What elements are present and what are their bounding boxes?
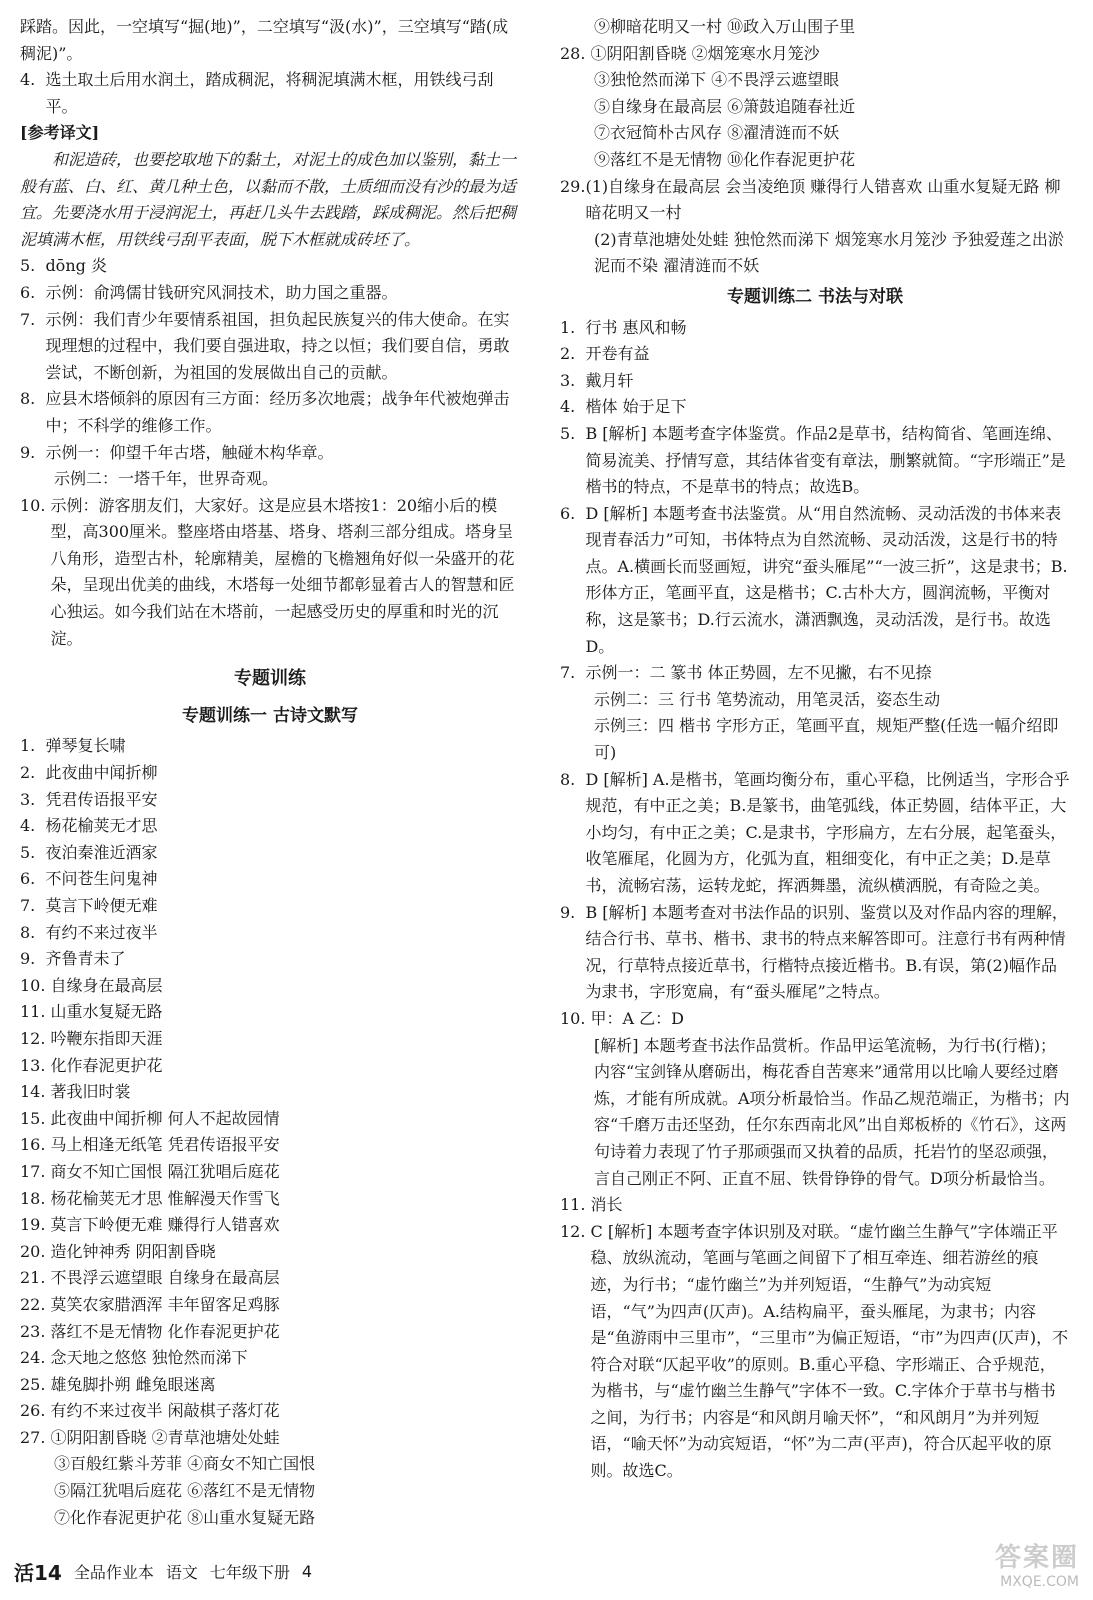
item-text: 雄兔脚扑朔 雌兔眼迷离	[50, 1374, 216, 1394]
item-number: 25.	[20, 1374, 51, 1394]
item-number: 12.	[20, 1028, 51, 1048]
item-text: 此夜曲中闻折柳 何人不起故园情	[50, 1108, 280, 1128]
item-text: 落红不是无情物 化作春泥更护花	[50, 1321, 280, 1341]
item-number: 2.	[560, 344, 586, 364]
item-number: 10.	[560, 1008, 591, 1028]
item-text: D [解析] 本题考查书法鉴赏。从“用自然流畅、灵动活泼的书体来表现青春活力”可知，书体特点为自然流畅、灵动活泼，这是行书的特点。A.横画长而竖画短，讲究“蚕头雁尾”“一波三折”，这是隶书；B.形体方正，笔画平直，这是楷书；C.古朴大方，圆润流畅，平衡对称，这是篆书；D.行云流水，潇洒飘逸，灵动活泼，是行书。故选D。	[585, 503, 1068, 656]
section-heading: 专题训练二 书法与对联	[727, 286, 903, 307]
item-text: dōng 炎	[45, 256, 107, 276]
item-number: 6.	[20, 869, 46, 889]
item-number: 10.	[20, 495, 51, 515]
item-number: 8.	[560, 769, 586, 789]
watermark-url: MXQE.COM	[1000, 1574, 1079, 1590]
series-name: 全品作业本	[73, 1563, 154, 1582]
item-text: 示例：我们青少年要情系祖国，担负起民族复兴的伟大使命。在实现理想的过程中，我们要自强进取，持之以恒；我们要自信，勇敢尝试，不断创新，为祖国的发展做出自己的贡献。	[45, 309, 510, 382]
answer-item	[20, 440, 520, 467]
answer-item	[20, 1398, 520, 1425]
answer-item	[560, 368, 1070, 395]
item-text: B [解析] 本题考查字体鉴赏。作品2是草书，结构简省、笔画连绵、简易流美、抒情写意，其结体省变有章法，删繁就简。“字形端正”是楷书的特点，不是草书的特点；故选B。	[585, 423, 1066, 497]
answer-item	[20, 67, 520, 120]
answer-subline: ③百般红紫斗芳菲 ④商女不知亡国恨	[54, 1454, 316, 1474]
item-text: 杨花榆荚无才思 惟解漫天作雪飞	[50, 1188, 280, 1208]
item-text: 自缘身在最高层	[50, 975, 163, 995]
item-text: 有约不来过夜半	[45, 922, 158, 942]
answer-continuation: [解析] 本题考查书法作品赏析。作品甲运笔流畅，为行书(行楷)；内容“宝剑锋从磨砺出，梅花香自苦寒来”通常用以比喻人要经过磨炼，才能有所成就。A项分析最恰当。作品乙规范端正，为楷书；内容“千磨万击还坚劲，任尔东西南北风”出自郑板桥的《竹石》，这两句诗着力表现了竹子那顽强而又执着的品质，托岩竹的坚忍顽强，言自己刚正不阿、正直不屈、铁骨铮铮的骨气。D项分析最恰当。	[594, 1035, 1070, 1188]
answer-item	[20, 1372, 520, 1399]
left-column	[20, 14, 520, 1531]
answer-item	[20, 760, 520, 787]
item-number: 6.	[20, 282, 46, 302]
answer-item	[20, 1106, 520, 1133]
section-heading: 专题训练一 古诗文默写	[182, 705, 358, 726]
answer-item	[20, 866, 520, 893]
item-text: 开卷有益	[585, 344, 650, 364]
item-number: 21.	[20, 1268, 51, 1288]
item-number: 17.	[20, 1161, 51, 1181]
answer-item	[560, 767, 1070, 900]
answer-item	[20, 386, 520, 439]
item-text: 夜泊秦淮近酒家	[45, 842, 158, 862]
volume-number: 4	[301, 1562, 313, 1581]
item-text: 楷体 始于足下	[585, 397, 687, 417]
answer-item	[560, 1192, 1070, 1219]
item-number: 13.	[20, 1055, 51, 1075]
page-footer	[14, 1557, 312, 1586]
item-number: 5.	[20, 842, 46, 862]
item-number: 12.	[560, 1221, 591, 1241]
item-number: 3.	[20, 789, 46, 809]
answer-continuation: 示例三：四 楷书 字形方正，笔画平直，规矩严整(任选一幅介绍即可)	[594, 716, 1059, 763]
item-number: 9.	[20, 442, 46, 462]
answer-item	[560, 660, 1070, 687]
item-text: 甲：A 乙：D	[590, 1008, 685, 1028]
answer-item	[20, 253, 520, 280]
item-number: 1.	[20, 736, 46, 756]
answer-continuation: (2)青草池塘处处蛙 独怆然而涕下 烟笼寒水月笼沙 予独爱莲之出淤泥而不染 濯清涟而不妖	[594, 229, 1064, 276]
item-text: 选土取土后用水润土，踏成稠泥，将稠泥填满木框，用铁线弓刮平。	[45, 70, 494, 116]
answer-subline: ⑦衣冠简朴古风存 ⑧濯清涟而不妖	[594, 123, 840, 143]
item-number: 19.	[20, 1215, 51, 1235]
item-number: 4.	[560, 397, 586, 417]
answer-item	[20, 1026, 520, 1053]
item-number: 7.	[20, 309, 46, 329]
answer-subline: ⑨落红不是无情物 ⑩化作春泥更护花	[594, 149, 856, 169]
answer-item	[560, 315, 1070, 342]
item-text: 莫言下岭便无难	[45, 896, 158, 915]
reference-translation: 和泥造砖，也要挖取地下的黏土，对泥土的成色加以鉴别，黏土一般有蓝、白、红、黄几种土色，以黏而不散，土质细而没有沙的最为适宜。先要浇水用于浸润泥土，再赶几头牛去践踏，踩成稠泥。然后把稠泥填满木框，用铁线弓刮平表面，脱下木框就成砖坯了。	[20, 149, 517, 249]
answer-item	[560, 174, 1070, 227]
answer-item	[20, 1079, 520, 1106]
item-number: 11.	[560, 1195, 591, 1215]
item-number: 22.	[20, 1294, 51, 1314]
answer-item	[20, 1132, 520, 1159]
item-number: 11.	[20, 1002, 51, 1022]
answer-item	[20, 1053, 520, 1080]
item-number: 3.	[560, 370, 586, 390]
item-text: 示例一：二 篆书 体正势圆，左不见撇，右不见捺	[585, 663, 932, 683]
item-text: 杨花榆荚无才思	[45, 816, 158, 836]
item-text: 念天地之悠悠 独怆然而涕下	[50, 1348, 248, 1368]
item-text: 化作春泥更护花	[50, 1055, 163, 1075]
watermark	[995, 1537, 1079, 1590]
item-text: 行书 惠风和畅	[585, 317, 687, 337]
answer-item	[20, 999, 520, 1026]
answer-item	[20, 1212, 520, 1239]
answer-subline: ⑤隔江犹唱后庭花 ⑥落红不是无情物	[54, 1481, 316, 1501]
item-text: 此夜曲中闻折柳	[45, 763, 158, 783]
chapter-heading: 专题训练	[234, 668, 306, 690]
item-text: ①阴阳割昏晓 ②青草池塘处处蛙	[50, 1427, 280, 1447]
item-text: 山重水复疑无路	[50, 1002, 163, 1022]
answer-item	[560, 421, 1070, 501]
answer-item	[20, 1425, 520, 1452]
answer-item	[20, 1186, 520, 1213]
watermark-logo: 答案圈	[994, 1543, 1079, 1573]
item-text: 著我旧时裳	[50, 1082, 131, 1102]
answer-subline: ⑤自缘身在最高层 ⑥箫鼓追随春社近	[594, 96, 856, 116]
answer-item	[20, 307, 520, 387]
item-text: 示例一：仰望千年古塔，触碰木构华章。	[45, 442, 334, 462]
item-number: 20.	[20, 1241, 51, 1261]
answer-item	[20, 733, 520, 760]
item-number: 29.	[560, 176, 586, 196]
answer-item	[20, 787, 520, 814]
answer-item	[20, 1345, 520, 1372]
answer-item	[560, 501, 1070, 661]
item-number: 7.	[560, 663, 586, 683]
page-number: 活14	[14, 1561, 62, 1585]
answer-item	[20, 280, 520, 307]
item-text: 吟鞭东指即天涯	[50, 1028, 163, 1048]
item-number: 1.	[560, 317, 586, 337]
grade: 七年级下册	[209, 1563, 290, 1582]
item-text: 不畏浮云遮望眼 自缘身在最高层	[50, 1268, 280, 1288]
item-number: 2.	[20, 763, 46, 783]
item-number: 4.	[20, 816, 46, 836]
item-text: 应县木塔倾斜的原因有三方面：经历多次地震；战争年代被炮弹击中；不科学的维修工作。	[45, 389, 510, 435]
answer-item	[20, 973, 520, 1000]
item-number: 5.	[20, 256, 46, 276]
item-number: 14.	[20, 1082, 51, 1102]
answer-item	[20, 946, 520, 973]
answer-item	[560, 1006, 1070, 1033]
item-number: 16.	[20, 1135, 51, 1155]
answer-item	[20, 920, 520, 947]
subject: 语文	[165, 1563, 198, 1582]
item-number: 10.	[20, 975, 51, 995]
answer-item	[560, 341, 1070, 368]
answer-item	[20, 1265, 520, 1292]
item-number: 9.	[20, 949, 46, 969]
item-text: 齐鲁青未了	[45, 949, 126, 969]
item-number: 5.	[560, 423, 586, 443]
answer-item	[20, 493, 520, 653]
item-text: 商女不知亡国恨 隔江犹唱后庭花	[50, 1161, 280, 1181]
right-column	[560, 14, 1070, 1485]
answer-item	[20, 840, 520, 867]
item-text: (1)自缘身在最高层 会当凌绝顶 赚得行人错喜欢 山重水复疑无路 柳暗花明又一村	[585, 176, 1061, 223]
answer-continuation: 示例二：一塔千年，世界奇观。	[54, 469, 279, 489]
item-text: 凭君传语报平安	[45, 789, 158, 809]
answer-continuation: 示例二：三 行书 笔势流动，用笔灵活，姿态生动	[594, 689, 941, 709]
answer-item	[20, 813, 520, 840]
item-text: D [解析] A.是楷书，笔画均衡分布，重心平稳，比例适当，字形合乎规范，有中正之美；B.是篆书，曲笔弧线，体正势圆，结体平正，大小均匀，有中正之美；C.是隶书，字形扁方，左右分展，起笔蚕头，收笔雁尾，化圆为方，化弧为直，粗细变化，有中正之美；D.是草书，流畅宕荡，运转龙蛇，挥洒舞墨，流纵横洒脱，有奇险之美。	[585, 769, 1070, 895]
answer-item	[20, 893, 520, 920]
item-text: B [解析] 本题考查对书法作品的识别、鉴赏以及对作品内容的理解，结合行书、草书、楷书、隶书的特点来解答即可。注意行书有两种情况，行草特点接近草书，行楷特点接近楷书。B.有误，第(2)幅作品为隶书，字形宽扁，有“蚕头雁尾”之特点。	[585, 902, 1068, 1002]
item-number: 24.	[20, 1348, 51, 1368]
item-number: 4.	[20, 70, 46, 90]
item-number: 8.	[20, 389, 46, 409]
item-number: 8.	[20, 922, 46, 942]
item-number: 6.	[560, 503, 586, 523]
item-text: 造化钟神秀 阴阳割昏晓	[50, 1241, 216, 1261]
item-text: 不问苍生问鬼神	[45, 869, 158, 889]
answer-item	[20, 1159, 520, 1186]
answer-subline: ⑨柳暗花明又一村 ⑩政入万山围子里	[594, 17, 856, 36]
answer-item	[560, 394, 1070, 421]
answer-item	[20, 1319, 520, 1346]
item-number: 28.	[560, 43, 591, 63]
item-number: 15.	[20, 1108, 51, 1128]
item-text: 示例：俞鸿儒甘钱研究风洞技术，助力国之重器。	[45, 282, 398, 302]
item-number: 27.	[20, 1427, 51, 1447]
answer-item	[560, 900, 1070, 1006]
answer-item	[560, 1219, 1070, 1485]
item-text: 示例：游客朋友们，大家好。这是应县木塔按1：20缩小后的模型，高300厘米。整座塔由塔基、塔身、塔刹三部分组成。塔身呈八角形，造型古朴，轮廓精美，屋檐的飞檐翘角好似一朵盛开的花朵，呈现出优美的曲线，木塔每一处细节都彰显着古人的智慧和匠心独运。如今我们站在木塔前，一起感受历史的厚重和时光的沉淀。	[50, 495, 515, 648]
answer-item	[20, 1292, 520, 1319]
item-text: 莫笑农家腊酒浑 丰年留客足鸡豚	[50, 1294, 280, 1314]
answer-item	[560, 41, 1070, 68]
section-tag: [参考译文]	[20, 123, 100, 143]
item-text: ①阴阳割昏晓 ②烟笼寒水月笼沙	[590, 43, 820, 63]
item-text: 弹琴复长啸	[45, 736, 126, 756]
item-number: 26.	[20, 1401, 51, 1421]
paragraph: 踩踏。因此，一空填写“掘(地)”，二空填写“汲(水)”，三空填写“踏(成稠泥)”。	[20, 17, 509, 63]
answer-item	[20, 1239, 520, 1266]
item-number: 7.	[20, 896, 46, 915]
answer-subline: ③独怆然而涕下 ④不畏浮云遮望眼	[594, 70, 840, 90]
item-text: 马上相逢无纸笔 凭君传语报平安	[50, 1135, 280, 1155]
item-text: 莫言下岭便无难 赚得行人错喜欢	[50, 1215, 280, 1235]
item-text: C [解析] 本题考查字体识别及对联。“虚竹幽兰生静气”字体端正平稳、放纵流动，笔画与笔画之间留下了相互牵连、细若游丝的痕迹，为行书；“虚竹幽兰”为并列短语，“生静气”为动宾短语，“气”为四声(仄声)。A.结构扁平，蚕头雁尾，为隶书；内容是“鱼游雨中三里市”，“三里市”为偏正短语，“市”为四声(仄声)，不符合对联“仄起平收”的原则。B.重心平稳、字形端正、合乎规范，为楷书，与“虚竹幽兰生静气”字体不一致。C.字体介于草书与楷书之间，为行书；内容是“和风朗月喻天怀”，“和风朗月”为并列短语，“喻天怀”为动宾短语，“怀”为二声(平声)，符合仄起平收的原则。故选C。	[590, 1221, 1069, 1481]
item-number: 18.	[20, 1188, 51, 1208]
item-text: 消长	[590, 1195, 623, 1215]
item-text: 有约不来过夜半 闲敲棋子落灯花	[50, 1401, 280, 1421]
item-text: 戴月轩	[585, 370, 634, 390]
item-number: 23.	[20, 1321, 51, 1341]
answer-subline: ⑦化作春泥更护花 ⑧山重水复疑无路	[54, 1507, 316, 1527]
item-number: 9.	[560, 902, 586, 922]
